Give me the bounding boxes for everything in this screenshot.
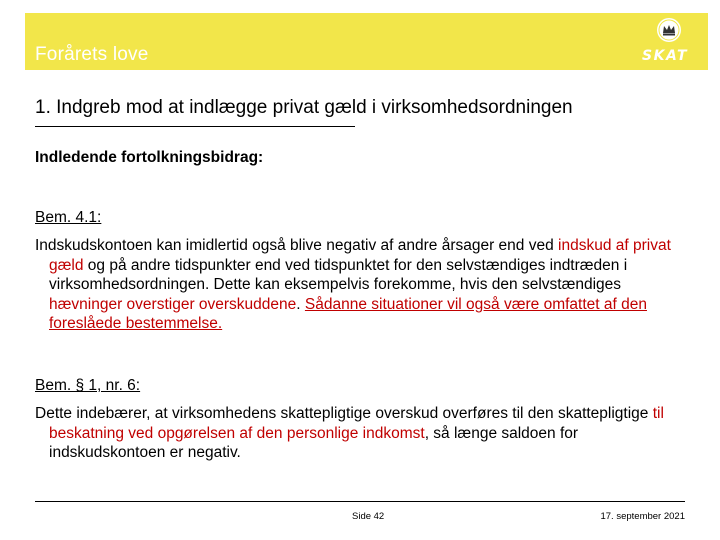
header-band <box>25 13 708 70</box>
note1-paragraph <box>35 236 675 334</box>
skat-logo-text: SKAT <box>642 48 688 64</box>
note1-highlight-2: hævninger overstiger overskuddene <box>49 295 297 313</box>
page-number: Side 42 <box>352 511 385 522</box>
note1-highlight-3: Sådanne situationer vil også være omfattet af den foreslåede bestemmelse. <box>49 295 647 332</box>
slide-heading: 1. Indgreb mod at indlægge privat gæld i virksomhedsordningen <box>35 97 573 118</box>
note2-text-2: , så længe saldoen for indskudskontoen er negativ. <box>49 424 579 461</box>
note1-label: Bem. 4.1: <box>35 209 102 226</box>
skat-logo <box>616 17 688 67</box>
intro-label: Indledende fortolkningsbidrag: <box>35 149 264 166</box>
note2-paragraph <box>35 404 675 463</box>
crown-emblem-icon <box>656 17 682 43</box>
note1-highlight-1: indskud af privat gæld <box>49 237 671 274</box>
heading-divider <box>35 126 355 127</box>
note2-highlight: til beskatning ved opgørelsen af den personlige indkomst <box>49 405 664 442</box>
note1-text-1: Indskudskontoen kan imidlertid også blive negativ af andre årsager end ved <box>35 237 559 254</box>
presentation-title: Forårets love <box>35 44 149 65</box>
note1-text-3: . <box>296 295 305 313</box>
note1-text-2: og på andre tidspunkter end ved tidspunktet for den selvstændiges indtræden i virksomhedsordningen. Dette kan eksempelvis forekomme, hvis den selvstændiges <box>49 256 628 293</box>
footer-divider <box>35 501 685 502</box>
footer-date: 17. september 2021 <box>600 511 685 522</box>
note2-label: Bem. § 1, nr. 6: <box>35 377 141 394</box>
note2-text-1: Dette indebærer, at virksomhedens skattepligtige overskud overføres til den skattepligtige <box>35 405 653 422</box>
